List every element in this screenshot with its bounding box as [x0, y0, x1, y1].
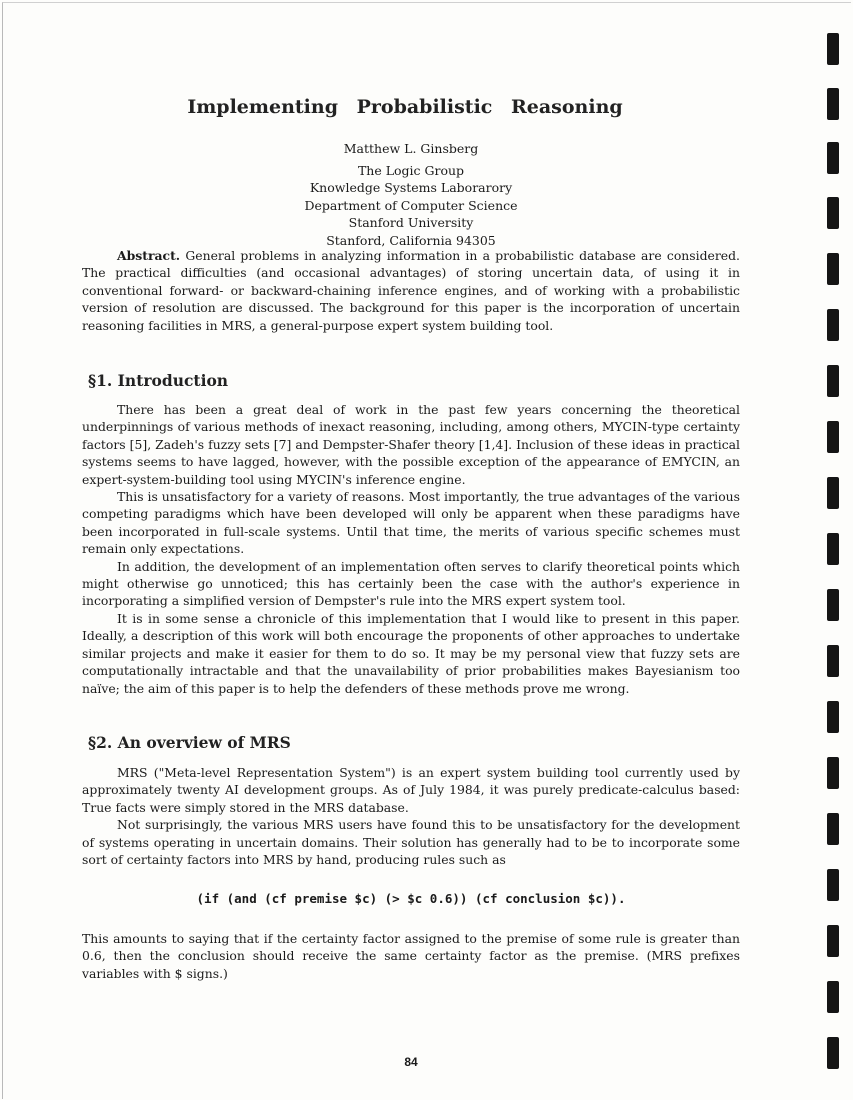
binder-hole — [827, 925, 839, 957]
binder-hole — [827, 142, 839, 174]
paragraph: Not surprisingly, the various MRS users have found this to be unsatisfactory for the development of systems operating in uncertain domains. Their solution has generally had to be to incorporate some sort of certainty factors into MRS by hand, producing rules such as — [82, 817, 740, 868]
binder-hole — [827, 421, 839, 453]
code-example: (if (and (cf premise $c) (> $c 0.6)) (cf conclusion $c)). — [196, 891, 626, 906]
abstract-label: Abstract. — [117, 248, 181, 263]
affiliation-line: Knowledge Systems Laborarory — [309, 180, 513, 196]
abstract-text: General problems in analyzing information in a probabilistic database are considered. The practical difficulties (and occasional advantages) of storing uncertain data, of using it in conventional forward- or backward-chaining inference engines, and of working with a probabilistic version of resolution are discussed. The background for this paper is the incorporation of uncertain reasoning facilities in MRS, a general-purpose expert system building tool. — [82, 248, 740, 333]
paragraph: MRS ("Meta-level Representation System") is an expert system building tool currently used by approximately twenty AI development groups. As of July 1984, it was purely predicate-calculus based: True facts were simply stored in the MRS database. — [82, 765, 740, 815]
overview-section — [82, 764, 740, 868]
binder-hole — [827, 197, 839, 229]
affiliation-line: Stanford University — [348, 215, 474, 231]
paragraph: It is in some sense a chronicle of this implementation that I would like to present in this paper. Ideally, a description of this work will both encourage the proponents of other approaches to undertake similar projects and make it easier for them to do so. It may be my personal view that fuzzy sets are computationally intractable and that the unavailability of prior probabilities makes Bayesianism too naïve; the aim of this paper is to help the defenders of these methods prove me wrong. — [82, 610, 740, 696]
binder-hole — [827, 253, 839, 285]
binder-hole — [827, 589, 839, 621]
abstract — [82, 247, 740, 334]
binder-hole — [827, 701, 839, 733]
binder-hole — [827, 813, 839, 845]
binder-hole — [827, 365, 839, 397]
binder-hole — [827, 88, 839, 120]
binder-holes — [825, 0, 839, 1100]
closing-paragraph: This amounts to saying that if the certainty factor assigned to the premise of some rule is greater than 0.6, then the conclusion should receive the same certainty factor as the premise. (MRS prefixes variables with $ signs.) — [82, 931, 740, 981]
paragraph: In addition, the development of an implementation often serves to clarify theoretical points which might otherwise go unnoticed; this has certainly been the case with the author's experience in incorporating a simplified version of Dempster's rule into the MRS expert system tool. — [82, 558, 740, 609]
affiliation-line: Department of Computer Science — [304, 197, 518, 213]
paper-title: Implementing Probabilistic Reasoning — [187, 96, 623, 118]
binder-hole — [827, 645, 839, 677]
introduction-section — [82, 401, 740, 697]
binder-hole — [827, 869, 839, 901]
binder-hole — [827, 1037, 839, 1069]
binder-hole — [827, 477, 839, 509]
binder-hole — [827, 757, 839, 789]
affiliation-line: Stanford, California 94305 — [326, 232, 496, 248]
binder-hole — [827, 981, 839, 1013]
section-heading-overview: §2. An overview of MRS — [88, 733, 291, 752]
paragraph: This is unsatisfactory for a variety of reasons. Most importantly, the true advantages of the various competing paradigms which have been developed will only be apparent when these paradigms have been incorporated in full-scale systems. Until that time, the merits of various specific schemes must remain only expectations. — [82, 489, 740, 557]
paragraph: There has been a great deal of work in the past few years concerning the theoretical underpinnings of various methods of inexact reasoning, including, among others, MYCIN-type certainty factors [5], Zadeh's fuzzy sets [7] and Dempster-Shafer theory [1,4]. Inclusion of these ideas in practical systems seems to have lagged, however, with the possible exception of the appearance of EMYCIN, an expert-system-building tool using MYCIN's inference engine. — [82, 402, 740, 487]
binder-hole — [827, 533, 839, 565]
binder-hole — [827, 309, 839, 341]
author-name: Matthew L. Ginsberg — [343, 141, 479, 156]
author-block — [0, 140, 822, 250]
binder-hole — [827, 33, 839, 65]
page-number: 84 — [404, 1055, 418, 1069]
affiliation-line: The Logic Group — [357, 162, 465, 178]
section-heading-introduction: §1. Introduction — [88, 371, 229, 390]
